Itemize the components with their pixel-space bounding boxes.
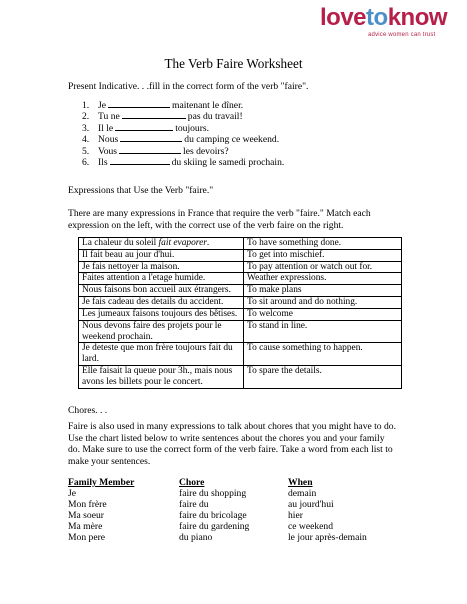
lovetoknow-logo — [320, 4, 460, 42]
logo-wordmark: lovetoknow — [320, 4, 448, 31]
table-row — [79, 261, 402, 273]
meaning-cell: To have something done. — [244, 238, 402, 250]
worksheet-title: The Verb Faire Worksheet — [164, 56, 303, 71]
meaning-cell: To spare the details. — [244, 365, 402, 388]
family-member-header: Family Member — [68, 477, 135, 488]
meaning-cell: To stand in line. — [244, 320, 402, 343]
when-header: When — [288, 477, 313, 488]
meaning-cell: To sit around and do nothing. — [244, 297, 402, 309]
family-member-cell: Ma soeur — [68, 510, 104, 521]
chores-heading: Chores. . . — [68, 405, 108, 416]
expression-cell: Nous devons faire des projets pour le weekend prochain. — [79, 320, 244, 343]
family-member-cell: Mon pere — [68, 532, 106, 543]
chore-header: Chore — [179, 477, 205, 488]
meaning-cell: To cause something to happen. — [244, 343, 402, 366]
present-fill-in-list — [82, 99, 284, 167]
when-cell: ce weekend — [288, 521, 334, 532]
answer-blank[interactable] — [110, 156, 170, 165]
table-row — [79, 297, 402, 309]
list-item: 2. Tu ne pas du travail! — [82, 111, 243, 123]
chores-paragraph: Faire is also used in many expressions to talk about chores that you might have to do. Use the chart listed below to write sentences about the chores you and your family do. Make sure to use the correct form of the verb faire. Take a word from each list to make your sentences. — [68, 421, 396, 467]
when-cell: demain — [288, 488, 317, 499]
meaning-cell: To make plans — [244, 285, 402, 297]
chore-cell: faire du bricolage — [179, 510, 247, 521]
table-row — [79, 343, 402, 366]
list-item: 6. Ils du skiing le samedi prochain. — [82, 156, 285, 168]
table-row — [79, 249, 402, 261]
answer-blank[interactable] — [119, 145, 181, 154]
family-member-cell: Ma mère — [68, 521, 103, 532]
list-item: 1. Je maitenant le dîner. — [82, 100, 244, 111]
chore-cell: faire du shopping — [179, 488, 247, 499]
expression-cell: La chaleur du soleil fait evaporer. — [79, 238, 244, 250]
table-row — [79, 273, 402, 285]
expressions-paragraph: There are many expressions in France that require the verb "faire." Match each expression on the left, with the correct use of the verb faire on the right. — [68, 208, 371, 231]
list-item: 5. Vous les devoirs? — [82, 145, 229, 157]
list-item: 3. Il le toujours. — [82, 122, 210, 134]
expression-cell: Les jumeaux faisons toujours des bêtises. — [79, 308, 244, 320]
answer-blank[interactable] — [122, 110, 186, 119]
expression-cell: Il fait beau au jour d'hui. — [79, 249, 244, 261]
expression-cell: Elle faisait la queue pour 3h., mais nous avons les billets pour le concert. — [79, 365, 244, 388]
meaning-cell: To get into mischief. — [244, 249, 402, 261]
logo-tagline: advice women can trust — [368, 32, 436, 38]
table-row — [79, 365, 402, 388]
when-cell: au jourd'hui — [288, 499, 334, 510]
expression-cell: Je fais nettoyer la maison. — [79, 261, 244, 273]
table-row — [79, 308, 402, 320]
table-row — [79, 238, 402, 250]
chore-cell: faire du gardening — [179, 521, 250, 532]
when-cell: le jour après-demain — [288, 532, 367, 543]
meaning-cell: To welcome — [244, 308, 402, 320]
table-row — [79, 285, 402, 297]
expressions-heading: Expressions that Use the Verb "faire." — [68, 185, 214, 196]
family-member-cell: Je — [68, 488, 76, 499]
list-item: 4. Nous du camping ce weekend. — [82, 134, 280, 146]
family-member-cell: Mon frère — [68, 499, 107, 510]
expression-cell: Je fais cadeau des details du accident. — [79, 297, 244, 309]
answer-blank[interactable] — [108, 99, 170, 108]
expression-cell: Je deteste que mon frère toujours fait du lard. — [79, 343, 244, 366]
answer-blank[interactable] — [120, 133, 182, 142]
when-cell: hier — [288, 510, 303, 521]
meaning-cell: To pay attention or watch out for. — [244, 261, 402, 273]
chores-table — [68, 477, 398, 547]
meaning-cell: Weather expressions. — [244, 273, 402, 285]
chore-cell: du piano — [179, 532, 213, 543]
answer-blank[interactable] — [115, 122, 173, 131]
chore-cell: faire du — [179, 499, 209, 510]
present-instruction: Present Indicative. . .fill in the correct form of the verb "faire". — [68, 81, 309, 92]
expression-cell: Faites attention a l'etage humide. — [79, 273, 244, 285]
expression-cell: Nous faisons bon accueil aux étrangers. — [79, 285, 244, 297]
expressions-matching-table — [78, 237, 402, 389]
table-row — [79, 320, 402, 343]
